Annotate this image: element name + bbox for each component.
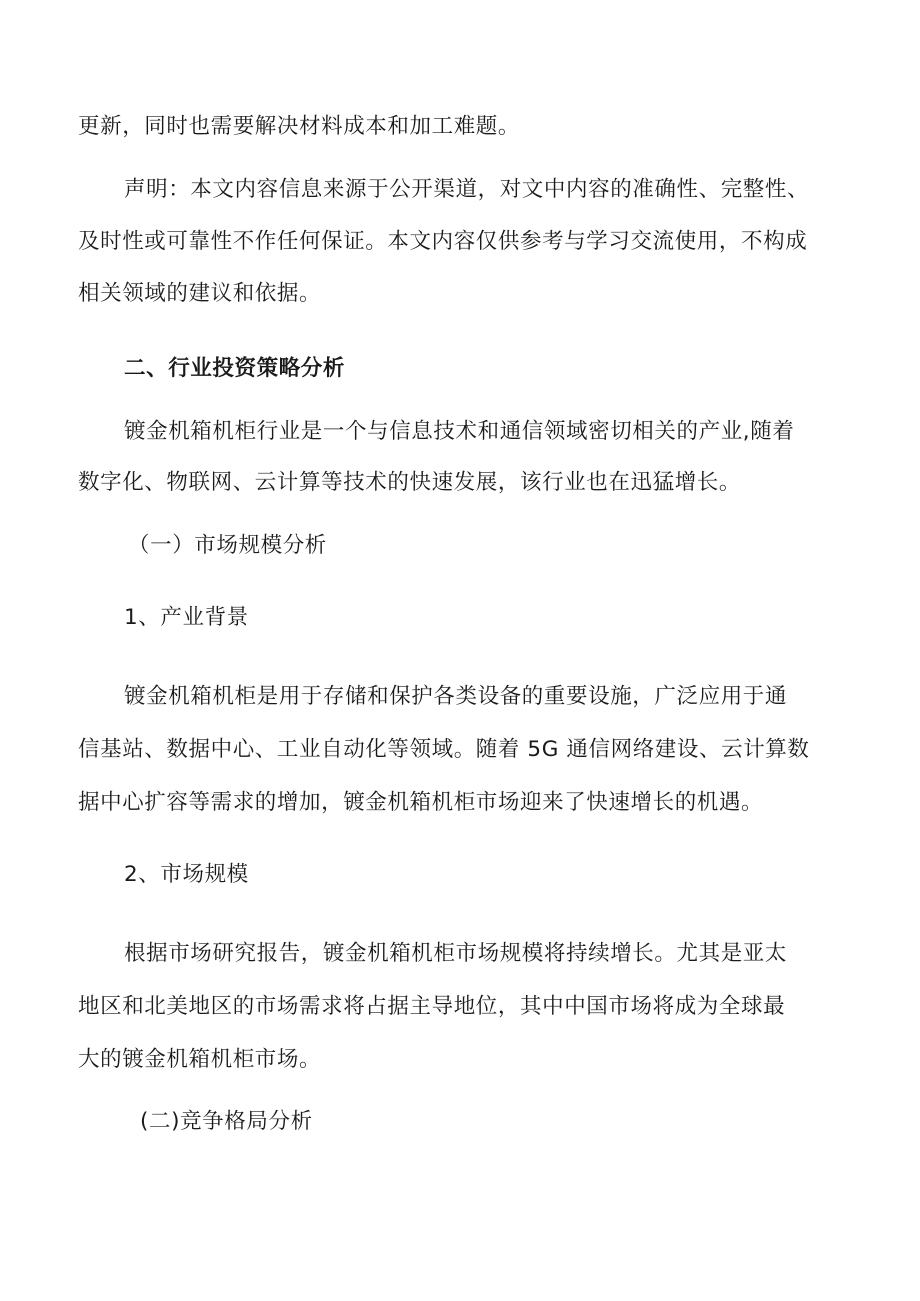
subsection-heading: （一）市场规模分析 [128, 533, 327, 558]
paragraph-line: 镀金机箱机柜是用于存储和保护各类设备的重要设施，广泛应用于通 [124, 684, 788, 709]
paragraph-line: 镀金机箱机柜行业是一个与信息技术和通信领域密切相关的产业,随着 [124, 419, 795, 444]
paragraph-line: 地区和北美地区的市场需求将占据主导地位，其中中国市场将成为全球最 [78, 994, 786, 1019]
subsection-heading: (二)竞争格局分析 [140, 1109, 313, 1134]
disclaimer-line: 及时性或可靠性不作任何保证。本文内容仅供参考与学习交流使用，不构成 [78, 229, 808, 254]
paragraph-line: 据中心扩容等需求的增加，镀金机箱机柜市场迎来了快速增长的机遇。 [78, 790, 764, 815]
disclaimer-line: 声明：本文内容信息来源于公开渠道，对文中内容的准确性、完整性、 [124, 177, 810, 202]
paragraph-line: 大的镀金机箱机柜市场。 [78, 1047, 322, 1072]
paragraph-line: 更新，同时也需要解决材料成本和加工难题。 [78, 114, 521, 139]
section-heading: 二、行业投资策略分析 [124, 356, 346, 381]
item-heading: 1、产业背景 [124, 605, 249, 630]
paragraph-line: 数字化、物联网、云计算等技术的快速发展，该行业也在迅猛增长。 [78, 470, 742, 495]
disclaimer-line: 相关领域的建议和依据。 [78, 281, 322, 306]
paragraph-line: 根据市场研究报告，镀金机箱机柜市场规模将持续增长。尤其是亚太 [124, 941, 788, 966]
paragraph-line: 信基站、数据中心、工业自动化等领域。随着 5G 通信网络建设、云计算数 [78, 737, 810, 762]
item-heading: 2、市场规模 [124, 862, 249, 887]
